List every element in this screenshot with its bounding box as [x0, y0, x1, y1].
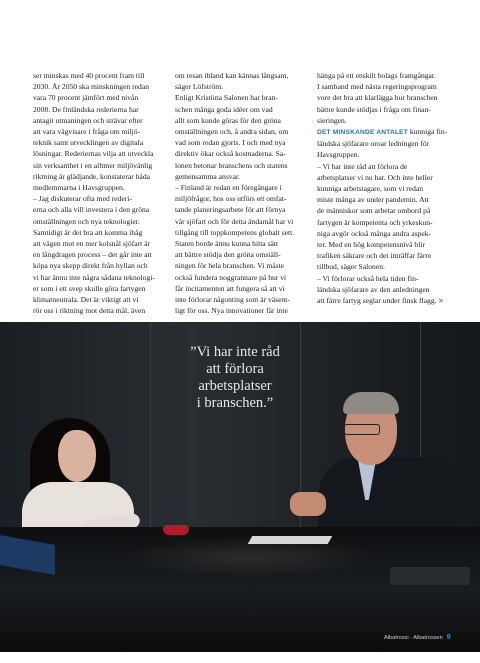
column-2-text: om resan ibland kan kännas långsam, säger Löfström. Enligt Kristiina Salonen har bran- schen många goda idéer om vad allt som kunde göras för den gröna omställningen och, å andra sidan, om vad som redan gjorts. I och med nya direktiv ökar också kostnaderna. Sa- lonen betonar branschens och statens gemensamma ansvar. – Finland är redan en föregångare i miljöfrågor, hos oss utförs ett omfat- tande planeringsarbete för att förnya vår sjöfart och för detta ändamål har vi tillgång till toppkompetens globalt sett. Staten borde ännu kunna hitta sätt att bättre stödja den gröna omställ- ningen för hela branschen. Vi måste också fundera noggrannare på hur vi får incitamenten att fungera så att vi inte förlorar någonting som är väsent- ligt för oss. Nya innovationer får inte — [175, 71, 295, 316]
magazine-name: Albatrossi · Albatrossen — [384, 635, 443, 641]
text-column-2 — [175, 70, 307, 316]
woman-figure-face — [58, 430, 96, 482]
column-3-text-a: hänga på ett enskilt bolags framgångar. I samband med nästa regeringsprogram vore det bra att klarlägga hur branschen bättre kunde stödjas i fråga om finan- sieringen. — [317, 71, 438, 125]
papers-on-table — [248, 536, 333, 544]
page-footer — [384, 634, 451, 641]
column-3-paragraph — [317, 126, 449, 306]
text-column-3 — [317, 70, 449, 306]
column-3-text-b: kunniga fin- ländska sjöfarare oroar ledningen för Havsgruppen. – Vi har inte råd att förlora de arbetsplatser vi nu har. Och inte heller kunniga arbetstagare, som vi redan miste många av under pandemin. Att de människor som arbetar ombord på fartygen är kompetenta och yrkeskun- niga avgör också många andra aspek- ter. Med en hög kompetensnivå blir trafiken säkrare och det inträffar färre tillbud, säger Salonen. – Vi förlorar också hela tiden fin- ländska sjöfarare av den anledningen att färre fartyg seglar under finsk flagg. — [317, 127, 448, 306]
glasses-icon — [344, 424, 380, 435]
column-1-text: ser minskas med 40 procent fram till 2030. År 2050 ska minskningen redan vara 70 procent jämfört med nivån 2008. De finländska rederierna har antagit utmaningen och strävar efter att vara vägvisare i fråga om miljö- teknik samt utvecklingen av digitala lösningar. Rederiernas vilja att utveckla sin verksamhet i en alltmer miljövänlig riktning är glädjande, konstaterar båda medlemmarna i Havsgruppen. – Jag diskuterar ofta med rederi- erna och alla vill investera i den gröna omställningen och nya teknologier. Samtidigt är det bra att komma ihåg att vägen mot en mer kolsnål sjöfart är en långdragen process – det går inte att köpa nya skepp direkt från hyllan och vi har ännu inte några sådana teknologi- er som i ett svep skulle göra fartygen klimatneutrala. Det är viktigt att vi rör oss i riktning mot detta mål, även — [33, 71, 155, 316]
article-body — [33, 70, 453, 316]
man-figure-hair — [343, 392, 399, 414]
pull-quote: ”Vi har inte råd att förlora arbetsplatser i branschen.” — [190, 344, 280, 411]
continue-arrow-icon: > — [438, 296, 443, 306]
wall-panel-line — [150, 322, 151, 532]
section-lead-in: DET MINSKANDE ANTALET — [317, 129, 409, 137]
red-cup-icon — [163, 525, 189, 535]
device-on-table — [390, 567, 470, 585]
man-figure-hand — [290, 492, 326, 516]
interview-photo — [0, 322, 480, 652]
text-column-1 — [33, 70, 165, 316]
page-number: 9 — [446, 634, 451, 641]
